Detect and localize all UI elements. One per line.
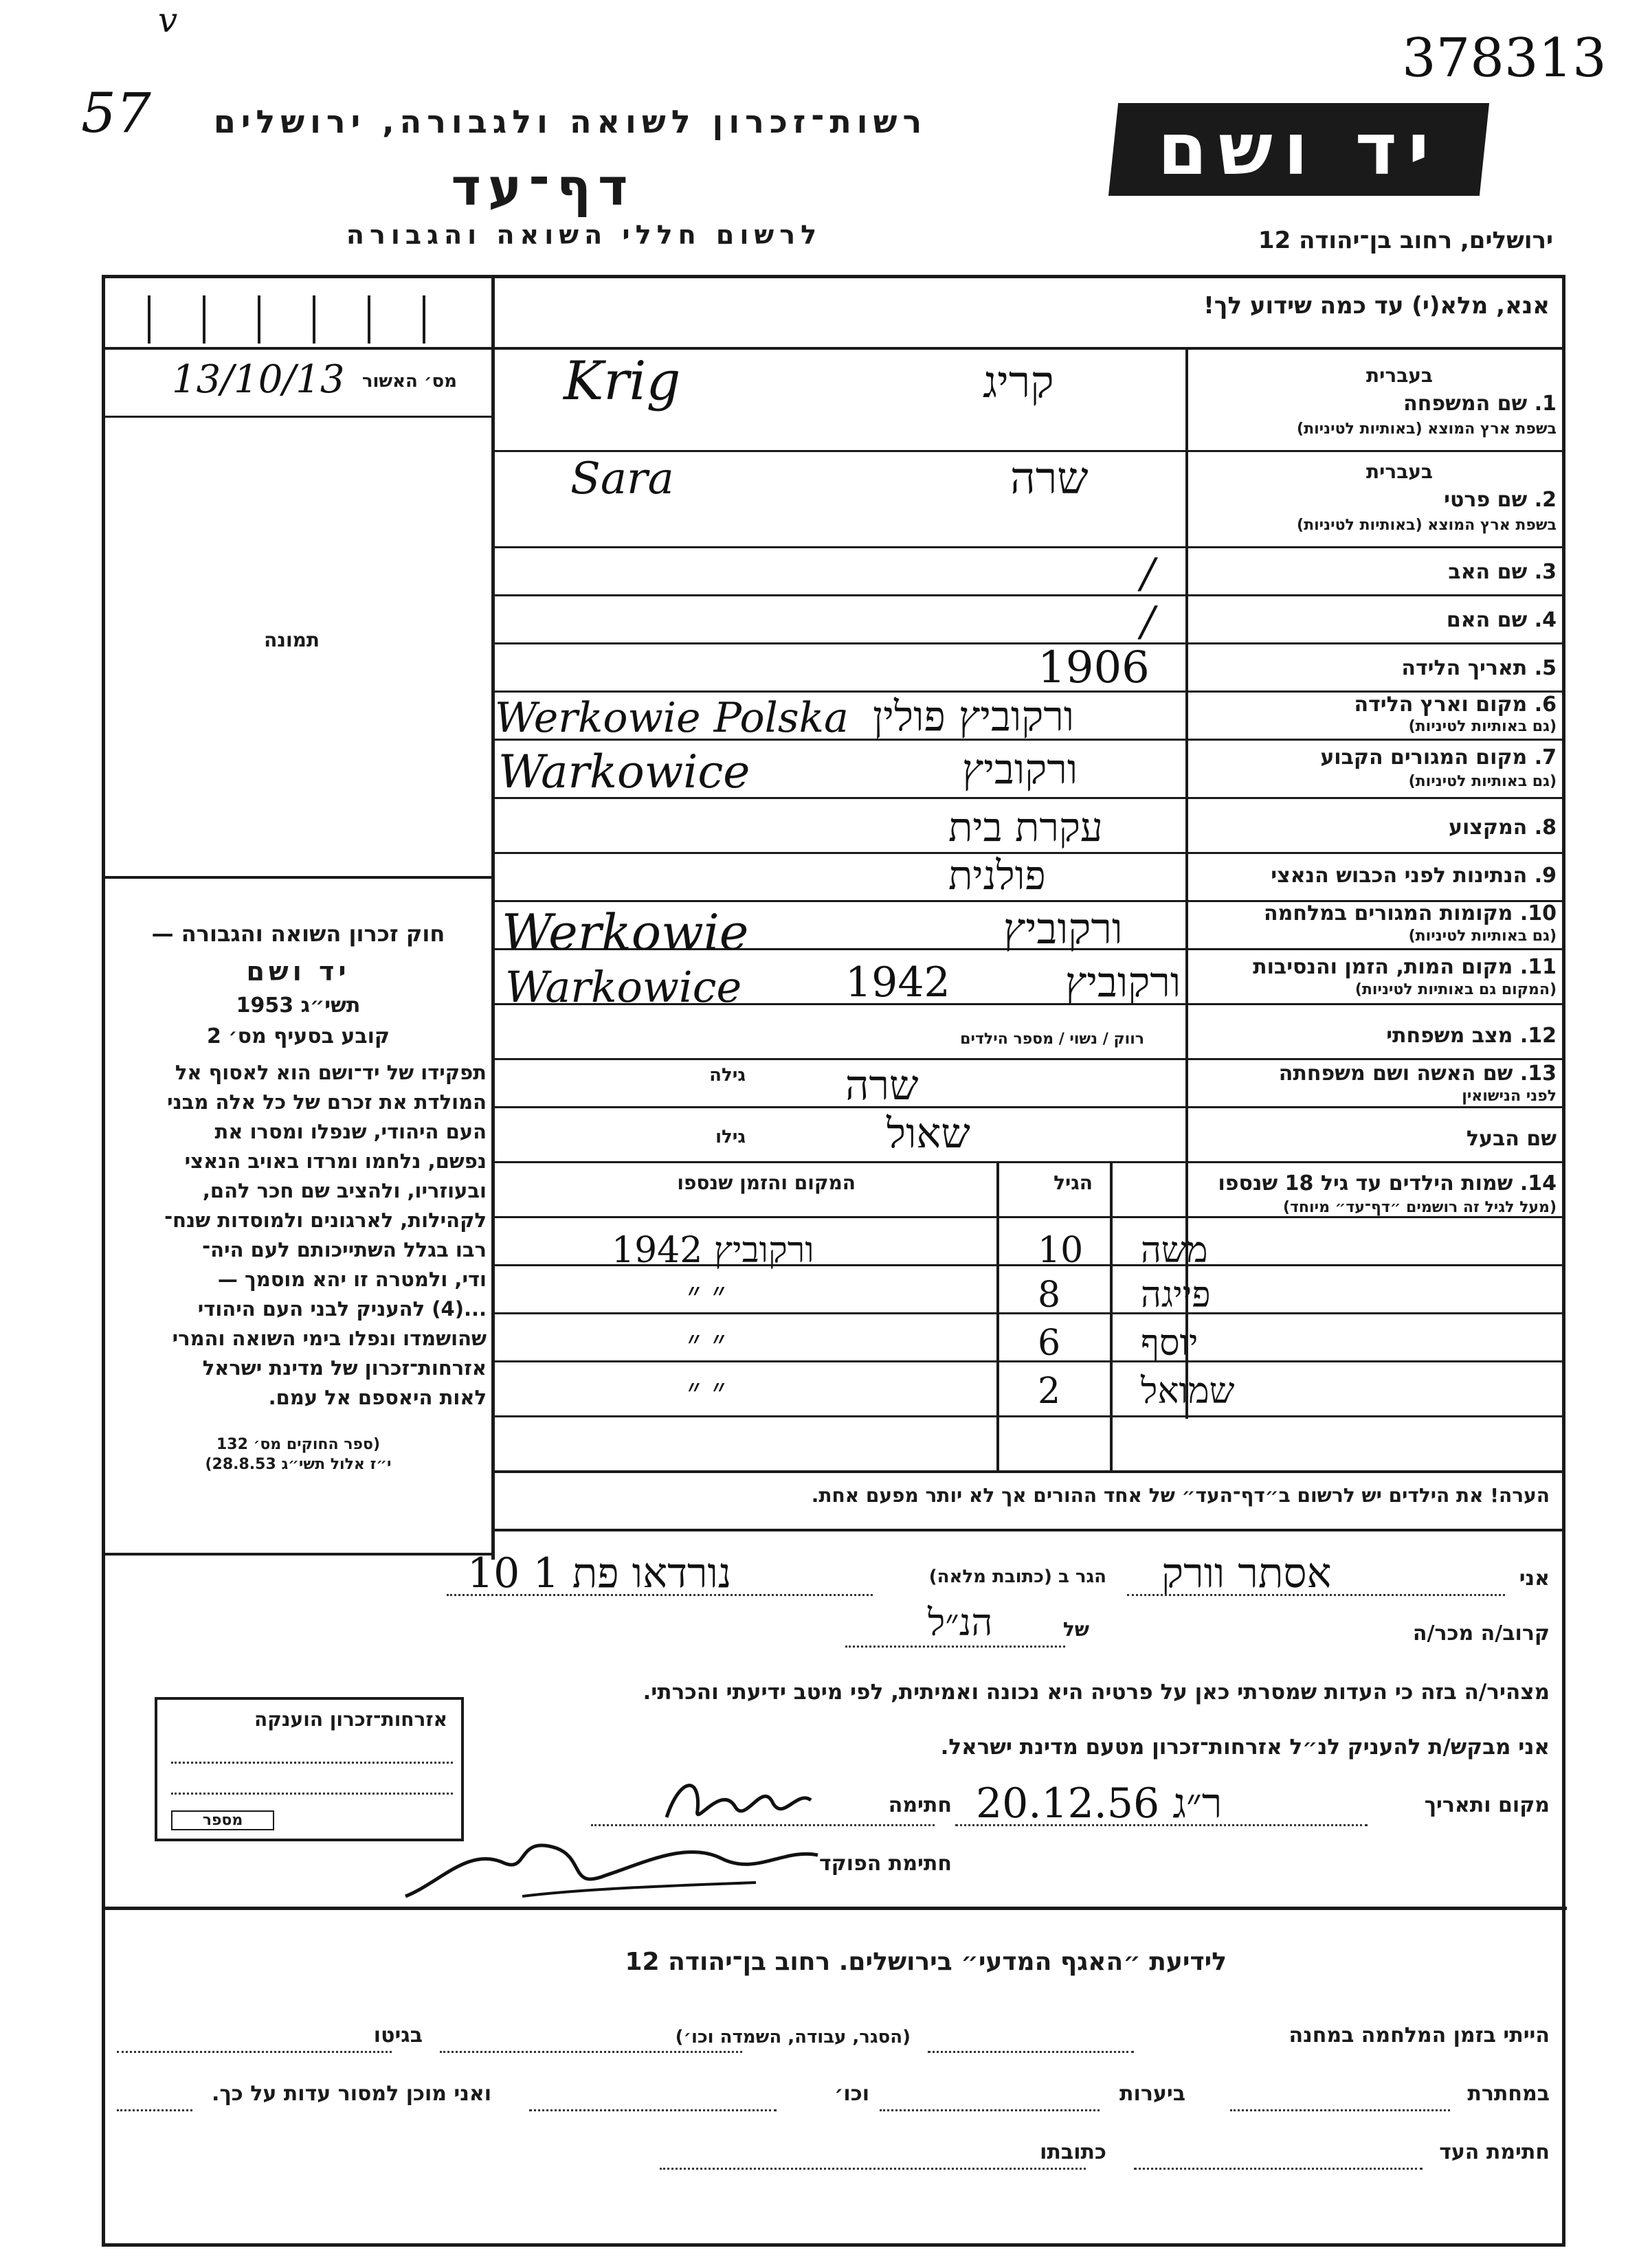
place-date-label: מקום ותאריך <box>1424 1793 1550 1817</box>
field-6-hebrew: ורקוביץ פולין <box>873 693 1075 741</box>
child-age: 2 <box>1038 1371 1061 1412</box>
law-body-line: לאות היאספם אל עמם. <box>268 1386 487 1409</box>
law-body-line: ...(4) להעניק לבני העם היהודי <box>197 1297 487 1321</box>
law-body-line: תפקידו של יד־ושם הוא לאסוף אל <box>175 1061 487 1084</box>
children-age-header: הגיל <box>1053 1171 1093 1194</box>
field-3-label: 3. שם האב <box>1448 560 1557 584</box>
place-date-value: ר״ג 20.12.56 <box>976 1779 1223 1828</box>
yad-vashem-logo <box>1108 103 1489 196</box>
field-1-hebrew: קריג <box>983 357 1054 408</box>
instructions: אנא, מלא(י) עד כמה שידוע לך! <box>1203 292 1550 319</box>
declarant-name: אסתר וורק <box>1161 1549 1332 1597</box>
field-6-latin: Werkowie Polska <box>495 694 849 742</box>
field-13-sub: לפני הנישואין <box>1462 1088 1557 1105</box>
field-4-value: / <box>1141 598 1155 646</box>
field-7-hebrew: ורקוביץ <box>962 745 1078 794</box>
child-death-place: ״ ״ <box>687 1323 726 1364</box>
field-11-year: 1942 <box>845 958 950 1007</box>
margin-note: 57 <box>81 81 151 145</box>
field-7-label: 7. מקום המגורים הקבוע <box>1320 745 1557 770</box>
bottom-line1-c: בגיטו <box>373 2023 423 2047</box>
child-name: יוסף <box>1141 1323 1198 1364</box>
law-source-1: (ספר החוקים מס׳ 132 <box>216 1436 381 1453</box>
bottom-title: לידיעת ״האגף המדעי״ בירושלים. רחוב בן־יהודה 12 <box>625 1948 1227 1976</box>
approval-label: מס׳ האשור <box>361 371 457 392</box>
field-1-lang: בעברית <box>1365 364 1433 387</box>
bottom-line3-b: כתובתו <box>1040 2140 1106 2164</box>
citizenship-box <box>155 1697 464 1841</box>
citizenship-number-label: מספר <box>171 1810 274 1830</box>
declarant-address: נורדאו פת 1 10 <box>467 1549 732 1597</box>
bottom-line2-a: במחתרת <box>1467 2082 1550 2106</box>
bottom-line2-c: וכו׳ <box>834 2082 869 2106</box>
declaration-text: מצהיר/ה בזה כי העדות שמסרתי כאן על פרטיה היא נכונה ואמיתית, לפי מיטב ידיעתי והכרתי. <box>643 1680 1550 1705</box>
law-body-line: ובעוזריו, ולהציב שם חכר להם, <box>202 1179 487 1202</box>
field-10-hebrew: ורקוביץ <box>1003 903 1123 954</box>
officer-signature-label: חתימת הפוקד <box>819 1852 952 1876</box>
husband-age-label: גילו <box>715 1127 746 1147</box>
law-body-line: אזרחות־זכרון של מדינת ישראל <box>202 1356 487 1380</box>
top-mark: v <box>158 0 178 40</box>
child-age: 6 <box>1038 1323 1061 1364</box>
bottom-line1-a: הייתי בזמן המלחמה במחנה <box>1289 2023 1550 2047</box>
child-age: 10 <box>1038 1230 1084 1271</box>
archive-number: 378313 <box>1402 27 1607 89</box>
law-body-line: העם היהודי, שנפלו ומסרו את <box>214 1120 487 1143</box>
law-clause: קובע בסעיף מס׳ 2 <box>206 1024 390 1048</box>
husband-name-value: שאול <box>887 1110 970 1158</box>
law-box <box>110 921 487 1546</box>
child-name: שמואל <box>1141 1371 1235 1412</box>
child-death-place: ורקוביץ 1942 <box>612 1230 814 1271</box>
field-1-latin: Krig <box>564 350 681 412</box>
children-place-header: המקום והזמן שנספו <box>677 1171 856 1194</box>
bottom-line2-d: ואני מוכן למסור עדות על כך. <box>212 2082 491 2106</box>
law-body-line: רבו בגלל השתייכותם לעם היה־ <box>202 1238 487 1261</box>
law-body-line: נפשם, נלחמו ומרדו באויב הנאצי <box>184 1149 487 1173</box>
field-4-label: 4. שם האם <box>1446 608 1557 632</box>
field-11-sub: (המקום גם באותיות לטיניות) <box>1354 981 1557 998</box>
relative-value: הנ״ל <box>928 1601 993 1644</box>
relative-of-label: של <box>1062 1618 1089 1641</box>
children-label: 14. שמות הילדים עד גיל 18 שנספו <box>1218 1171 1557 1195</box>
children-sub: (מעל לגיל זה רושמים ״דף־עד״ מיוחד) <box>1282 1199 1557 1216</box>
law-body-line: לקהילות, לארגונים ולמוסדות שנח־ <box>164 1209 487 1232</box>
child-age: 8 <box>1038 1275 1061 1316</box>
field-9-value: פולנית <box>948 852 1046 899</box>
child-name: פייגה <box>1141 1275 1211 1316</box>
law-body-line: שהושמדו ונפלו בימי השואה והמרי <box>172 1327 487 1350</box>
law-body-line: המולדת את זכרם של כל אלה מבני <box>167 1090 487 1114</box>
law-body <box>110 1058 487 1413</box>
child-name: משה <box>1141 1230 1208 1271</box>
field-7-latin: Warkowice <box>498 745 750 798</box>
signature-label: חתימה <box>888 1793 952 1817</box>
field-11-hebrew: ורקוביץ <box>1065 958 1181 1007</box>
children-note: הערה! את הילדים יש לרשום ב״דף־העד״ של אחד ההורים אך לא יותר מפעם אחת. <box>811 1484 1550 1507</box>
field-2-hebrew: שרה <box>1010 453 1089 504</box>
field-7-sub: (גם באותיות לטיניות) <box>1408 773 1557 790</box>
field-6-sub: (גם באותיות לטיניות) <box>1408 718 1557 735</box>
tick-marks <box>110 295 488 344</box>
field-2-latin: Sara <box>570 453 674 504</box>
form-subtitle: לרשום חללי השואה והגבורה <box>346 220 823 250</box>
field-13-label: 13. שם האשה ושם משפחתה <box>1278 1062 1557 1086</box>
field-5-label: 5. תאריך הלידה <box>1401 656 1557 680</box>
logo-text: יד ושם <box>1157 107 1440 191</box>
address-line: ירושלים, רחוב בן־יהודה 12 <box>1258 227 1553 254</box>
bottom-line1-b: (הסגר, עבודה, השמדה וכו׳) <box>675 2027 911 2047</box>
bottom-line2-b: ביערות <box>1119 2082 1185 2106</box>
citizenship-title: אזרחות־זכרון הוענקה <box>254 1708 447 1731</box>
child-death-place: ״ ״ <box>687 1275 726 1316</box>
field-12-label: 12. מצב משפחתי <box>1386 1024 1557 1048</box>
declarant-residing-label: הגר ב (כתובת מלאה) <box>928 1567 1106 1587</box>
wife-name-value: שרה <box>845 1062 919 1110</box>
field-11-label: 11. מקום המות, הזמן והנסיבות <box>1253 955 1557 979</box>
bottom-line3-a: חתימת העד <box>1439 2140 1550 2164</box>
field-6-label: 6. מקום וארץ הלידה <box>1354 693 1557 717</box>
photo-label: תמונה <box>264 629 320 651</box>
field-11-latin: Warkowice <box>505 962 742 1012</box>
field-12-hint: רווק / נשוי / מספר הילדים <box>960 1031 1144 1048</box>
law-year: תשי״ג 1953 <box>236 993 361 1018</box>
law-source-2: י״ז אלול תשי״ג 28.8.53) <box>205 1456 392 1473</box>
relative-label: קרוב/ה מכר/ה <box>1412 1621 1550 1646</box>
field-10-label: 10. מקומות המגורים במלחמה <box>1264 901 1557 925</box>
law-body-line: ודי, ולמטרה זו יהא מוסמך — <box>217 1268 487 1291</box>
husband-label: שם הבעל <box>1466 1127 1557 1151</box>
wife-name-label: גילה <box>709 1065 746 1086</box>
field-10-sub: (גם באותיות לטיניות) <box>1408 928 1557 945</box>
field-5-value: 1906 <box>1038 642 1150 693</box>
child-death-place: ״ ״ <box>687 1371 726 1412</box>
field-1-label: 1. שם המשפחה <box>1403 392 1557 416</box>
form-title: דף־עד <box>451 158 635 217</box>
institution-line: רשות־זכרון לשואה ולגבורה, ירושלים <box>213 103 928 140</box>
approval-number: 13/10/13 <box>172 357 345 402</box>
field-8-label: 8. המקצוע <box>1448 816 1557 840</box>
field-2-sub: בשפת ארץ המוצא (באותיות לטיניות) <box>1297 517 1557 534</box>
field-1-sub: בשפת ארץ המוצא (באותיות לטיניות) <box>1297 420 1557 438</box>
field-2-lang: בעברית <box>1365 460 1433 483</box>
field-9-label: 9. הנתינות לפני הכבוש הנאצי <box>1271 864 1557 888</box>
law-name: יד ושם <box>246 956 350 987</box>
field-2-label: 2. שם פרטי <box>1444 488 1557 512</box>
field-8-value: עקרת בית <box>948 804 1103 851</box>
law-title: חוק זכרון השואה והגבורה — <box>151 921 445 947</box>
declarant-ani: אני <box>1519 1567 1550 1591</box>
field-3-value: / <box>1141 550 1155 598</box>
field-10-latin: Werkowie <box>502 903 749 961</box>
request-text: אני מבקש/ת להעניק לנ״ל אזרחות־זכרון מטעם מדינת ישראל. <box>940 1735 1550 1760</box>
